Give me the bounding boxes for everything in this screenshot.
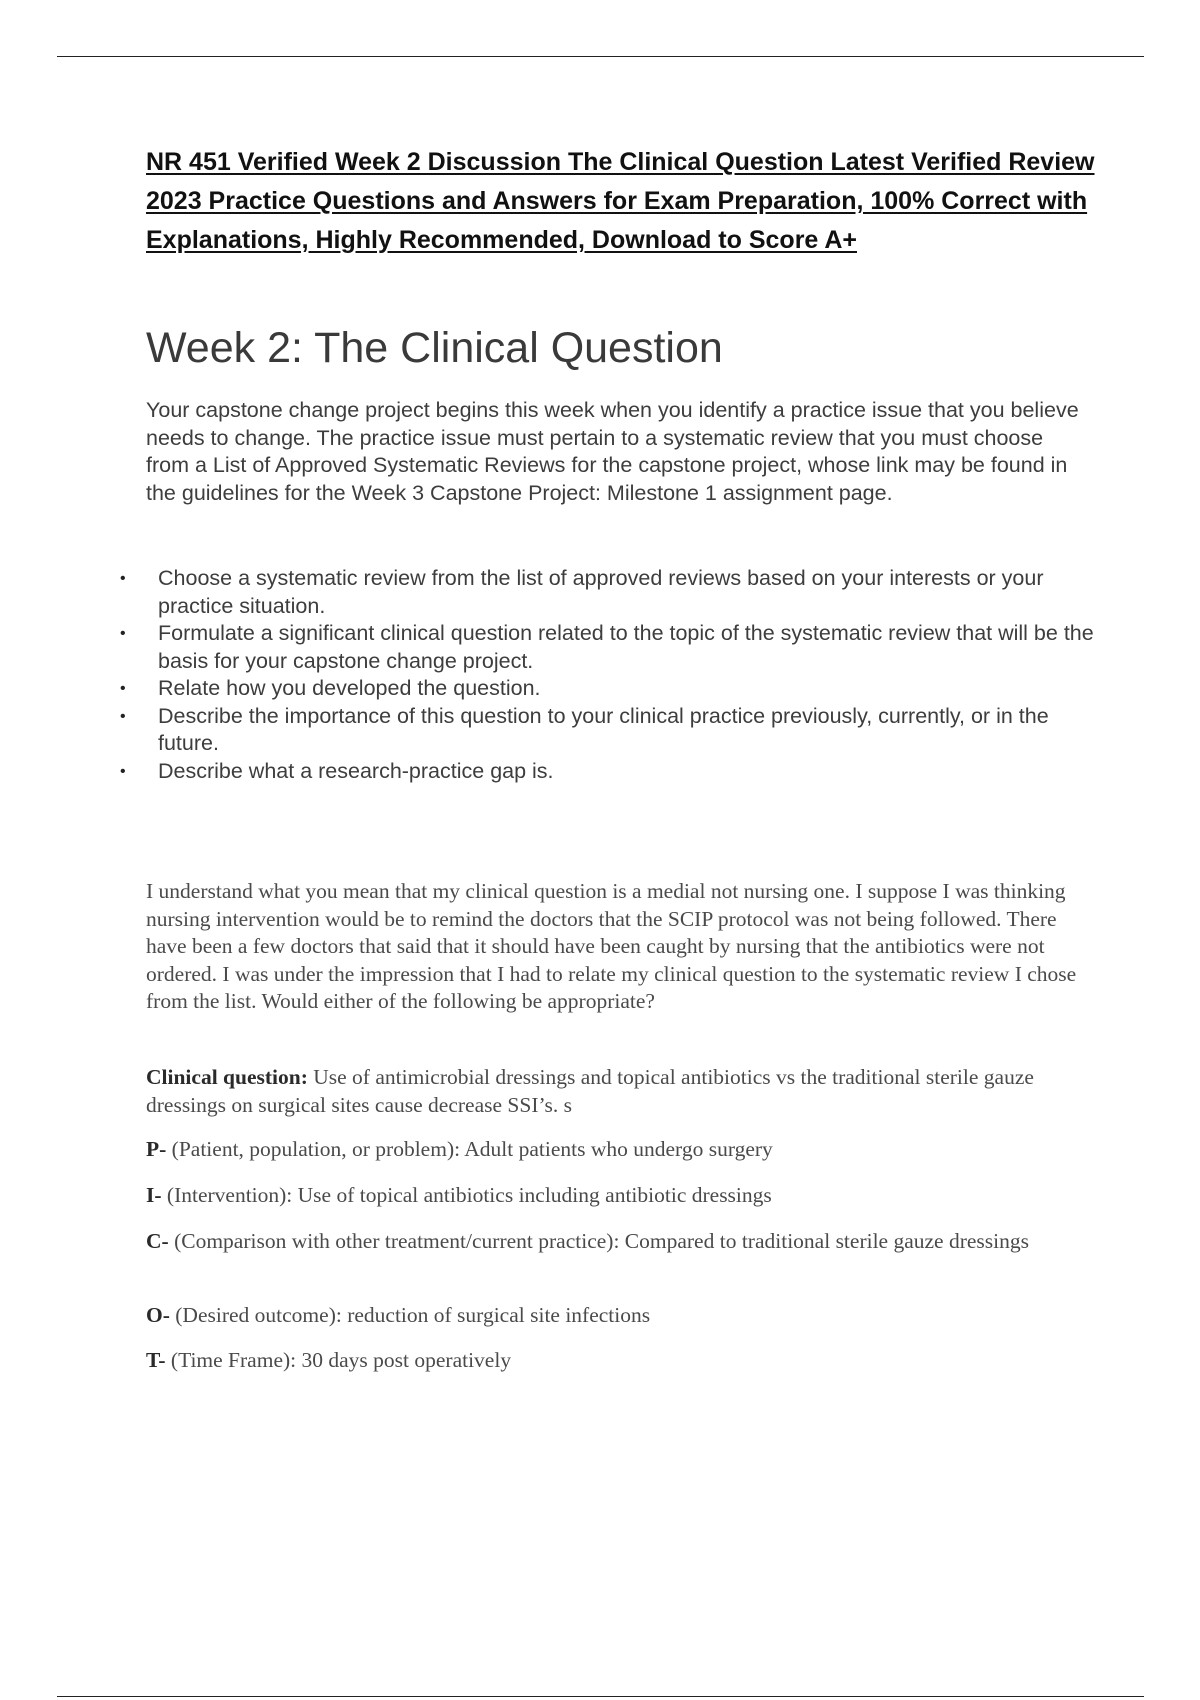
list-item-text: Describe what a research-practice gap is. bbox=[158, 758, 554, 783]
clinical-question-text: Use of antimicrobial dressings and topical antibiotics vs the traditional sterile gauze dressings on surgical sites cause decrease SSI’s. s bbox=[146, 1065, 1034, 1117]
top-divider bbox=[57, 56, 1144, 57]
pico-comparison-text: (Comparison with other treatment/current practice): Compared to traditional sterile gauze dressings bbox=[168, 1229, 1030, 1253]
pico-outcome-label: O- bbox=[146, 1303, 170, 1327]
clinical-question-label: Clinical question: bbox=[146, 1065, 308, 1089]
assignment-intro: Your capstone change project begins this week when you identify a practice issue that you believe needs to change. The practice issue must pertain to a systematic review that you must choose from a List of Approved Systematic Reviews for the capstone project, whose link may be found in the guidelines for the Week 3 Capstone Project: Milestone 1 assignment page. bbox=[146, 398, 1079, 505]
document-title: NR 451 Verified Week 2 Discussion The Clinical Question Latest Verified Review 2023 Practice Questions and Answers for Exam Preparation, 100% Correct with Explanations, Highly Recommended, Download to Score A+ bbox=[146, 148, 1095, 254]
pico-time-frame bbox=[146, 1346, 1091, 1374]
bullet-icon: • bbox=[120, 625, 126, 642]
response-paragraph: I understand what you mean that my clinical question is a medial not nursing one. I suppose I was thinking nursing intervention would be to remind the doctors that the SCIP protocol was not being followed. There have been a few doctors that said that it should have been caught by nursing that the antibiotics were not ordered. I was under the impression that I had to relate my clinical question to the systematic review I chose from the list. Would either of the following be appropriate? bbox=[146, 879, 1077, 1013]
list-item bbox=[118, 565, 1103, 620]
bullet-icon: • bbox=[120, 680, 126, 697]
pico-outcome bbox=[146, 1301, 1091, 1329]
list-item bbox=[118, 758, 1103, 786]
list-item bbox=[118, 675, 1103, 703]
pico-population-text: (Patient, population, or problem): Adult patients who undergo surgery bbox=[166, 1137, 773, 1161]
pico-population-label: P- bbox=[146, 1137, 167, 1161]
list-item bbox=[118, 703, 1103, 758]
pico-intervention-label: I- bbox=[146, 1183, 162, 1207]
assignment-heading: Week 2: The Clinical Question bbox=[146, 324, 723, 372]
list-item-text: Formulate a significant clinical question related to the topic of the systematic review that will be the basis for your capstone change project. bbox=[158, 621, 1094, 673]
bottom-divider bbox=[57, 1696, 1144, 1697]
bullet-icon: • bbox=[120, 570, 126, 587]
list-item-text: Relate how you developed the question. bbox=[158, 676, 541, 700]
list-item-text: Describe the importance of this question to your clinical practice previously, currently, or in the future. bbox=[158, 703, 1049, 755]
bullet-icon: • bbox=[120, 707, 126, 725]
pico-time-frame-label: T- bbox=[146, 1348, 166, 1372]
bullet-icon: • bbox=[120, 762, 126, 780]
pico-intervention bbox=[146, 1181, 1091, 1209]
list-item bbox=[118, 620, 1103, 675]
list-item-text: Choose a systematic review from the list of approved reviews based on your interests or your practice situation. bbox=[158, 566, 1044, 618]
pico-comparison bbox=[146, 1227, 1091, 1255]
pico-outcome-text: (Desired outcome): reduction of surgical site infections bbox=[169, 1303, 651, 1327]
pico-intervention-text: (Intervention): Use of topical antibiotics including antibiotic dressings bbox=[161, 1183, 772, 1207]
clinical-question bbox=[146, 1063, 1091, 1119]
pico-time-frame-text: (Time Frame): 30 days post operatively bbox=[165, 1348, 512, 1372]
pico-comparison-label: C- bbox=[146, 1229, 169, 1253]
pico-population bbox=[146, 1135, 1091, 1163]
task-list bbox=[118, 565, 1103, 785]
